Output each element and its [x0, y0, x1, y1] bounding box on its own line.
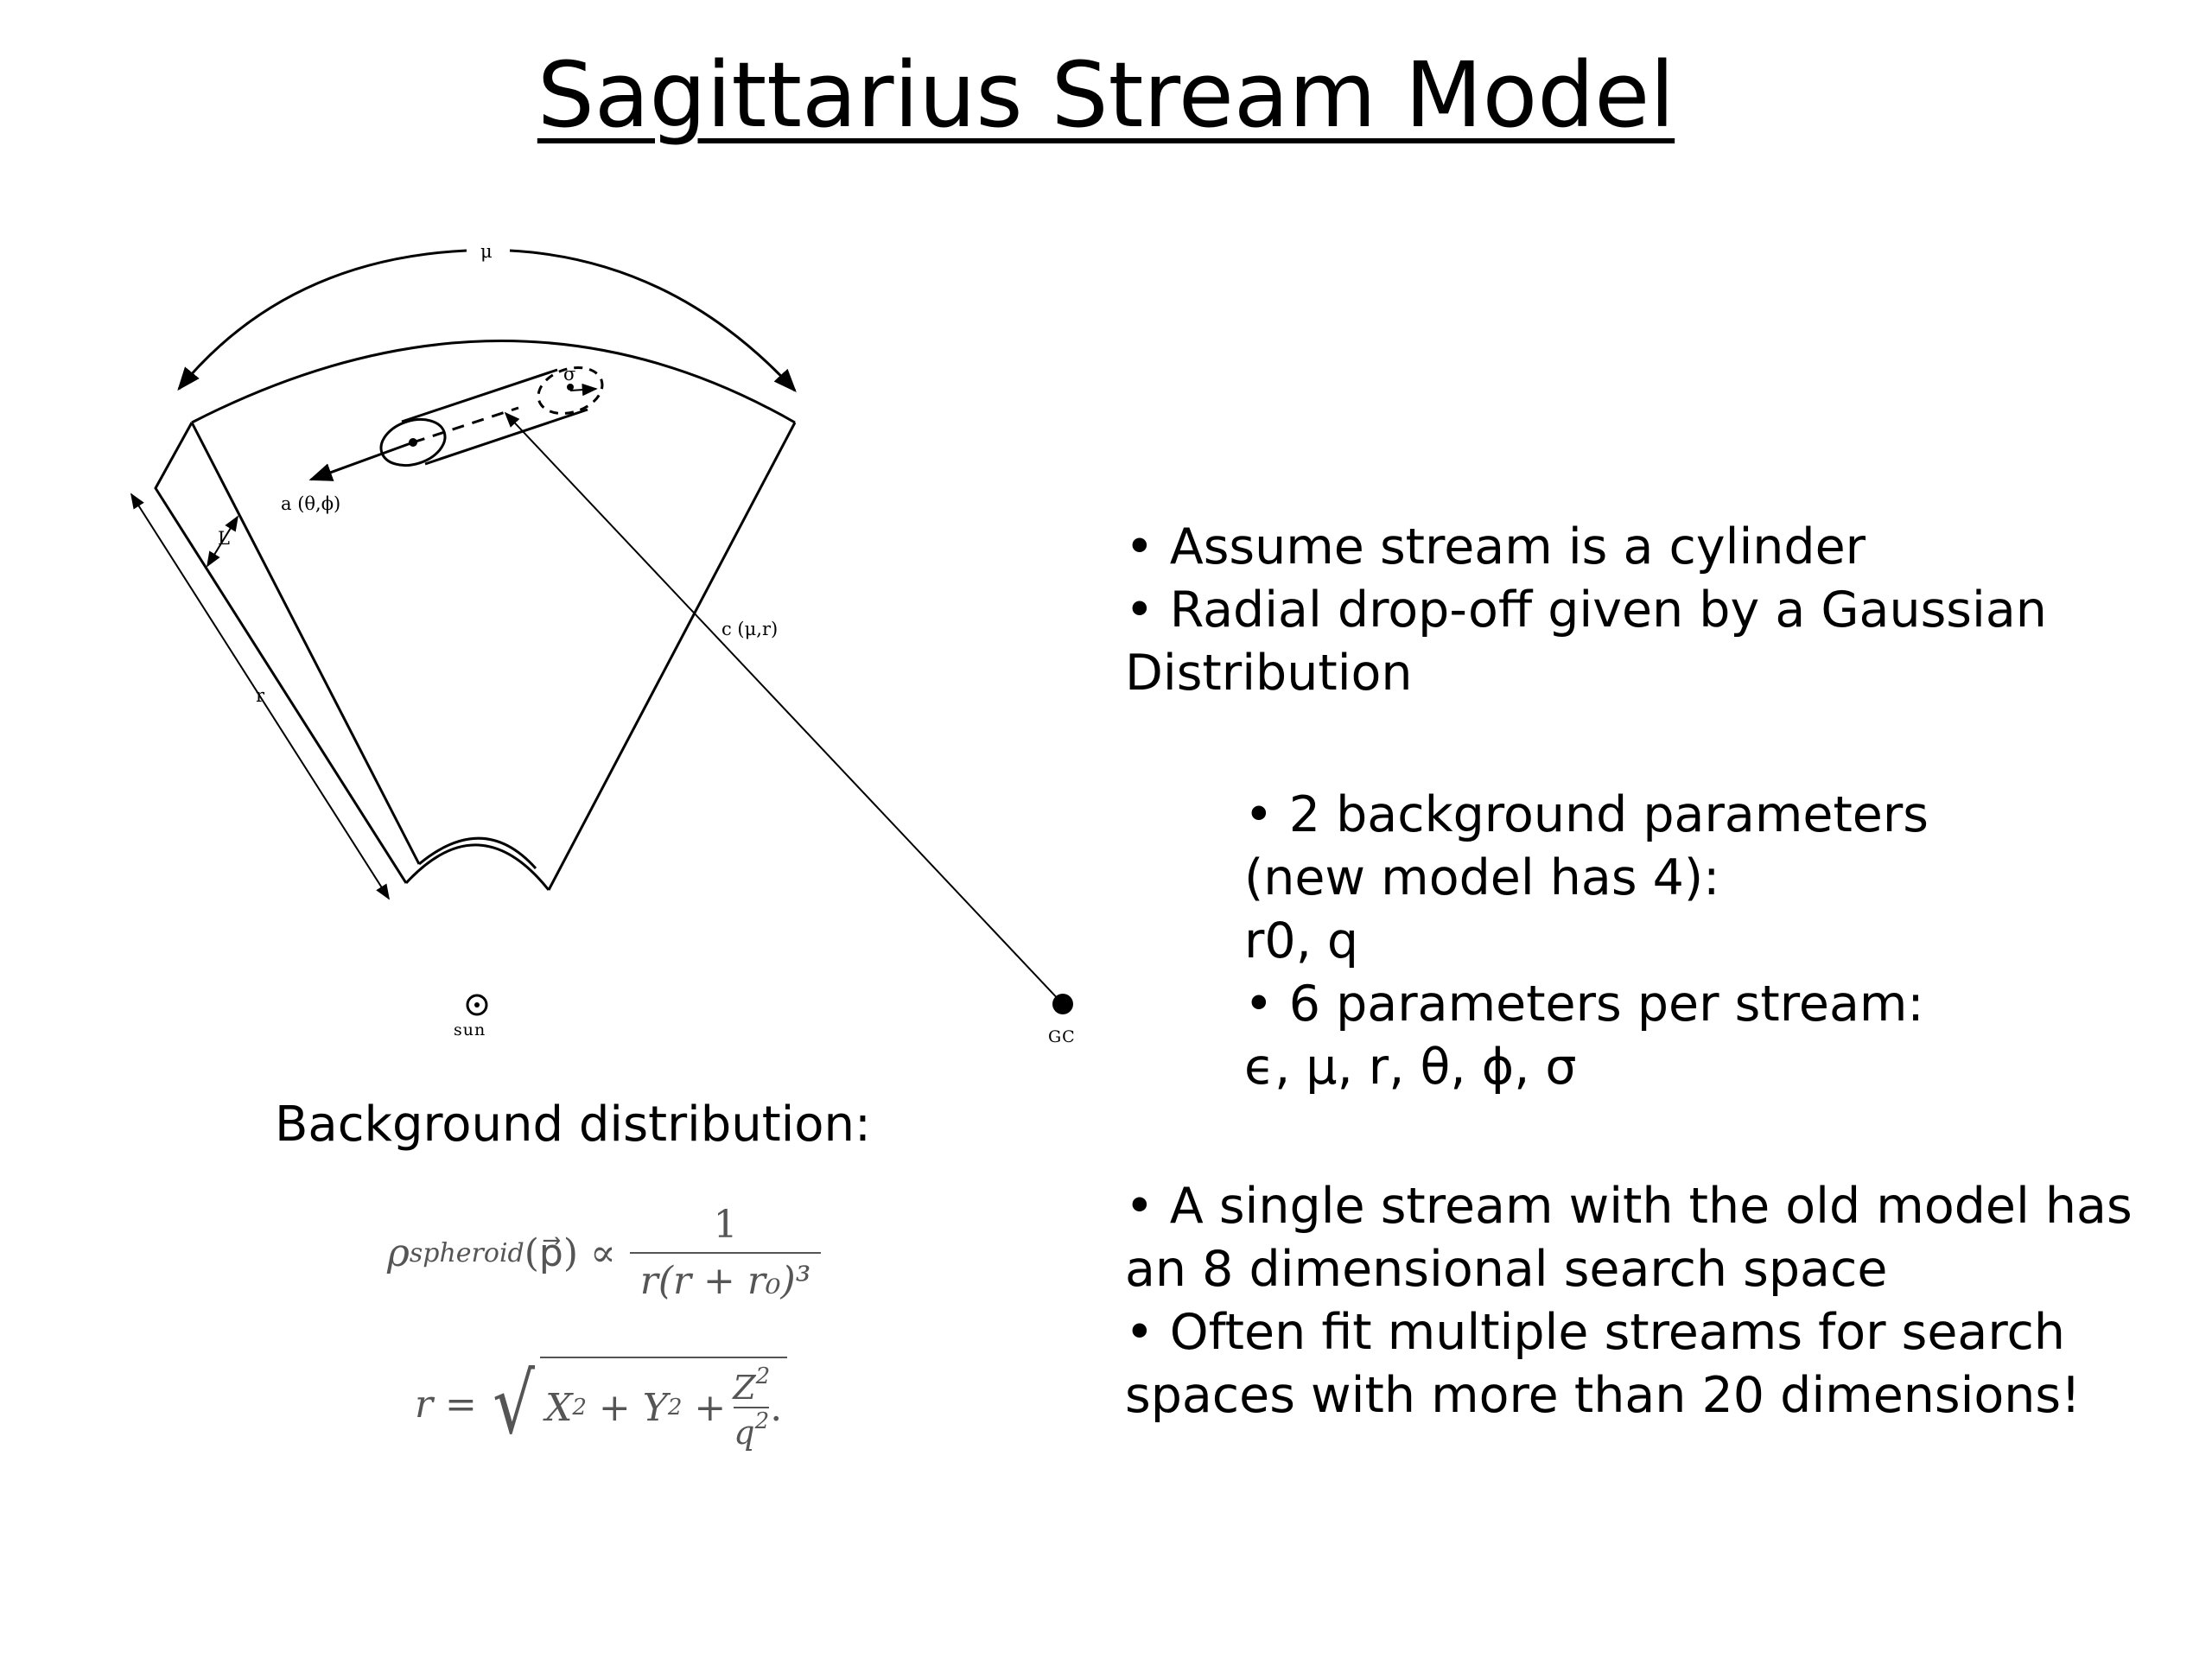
- rho-subscript: spheroid: [409, 1237, 524, 1268]
- a-vector: [311, 442, 413, 480]
- wedge-inner-arc: [406, 845, 549, 890]
- bullets-top: [1125, 516, 2196, 705]
- bullets-bottom: [1125, 1175, 2196, 1427]
- c-label: c (μ,r): [721, 619, 779, 639]
- gc-label: GC: [1048, 1027, 1076, 1046]
- sub-bullet-new-model: (new model has 4):: [1244, 849, 1720, 906]
- cylinder-front-point: [409, 438, 417, 447]
- sub-bullet-background-params: • 2 background parameters: [1244, 786, 1929, 843]
- c-vector: [505, 413, 1063, 1004]
- radicand: X 2 + Y 2 + $\frac{Z^2}{q^2}$ .: [540, 1357, 787, 1452]
- stream-diagram: [0, 0, 1123, 1080]
- bullet-cylinder: • Assume stream is a cylinder: [1125, 518, 1866, 575]
- z-over-q: $\frac{Z^2}{q^2}$: [733, 1363, 771, 1452]
- r-lhs: r =: [415, 1382, 477, 1427]
- density-fraction: [630, 1203, 822, 1303]
- bullet-search-space: • A single stream with the old model has an 8 dimensional search space: [1125, 1178, 2133, 1298]
- sigma-arrow: [570, 389, 596, 391]
- sun-center: [474, 1002, 480, 1007]
- r-label: r: [256, 685, 265, 706]
- sub-bullet-r0-q: r0, q: [1244, 912, 1359, 969]
- cylinder-back-point: [567, 384, 574, 391]
- wedge-left-side: [156, 423, 406, 883]
- wedge-inner-arc-2: [419, 838, 536, 868]
- wedge-right-side: [549, 423, 795, 890]
- mu-arrow-right: [510, 251, 795, 391]
- radius-formula: [415, 1357, 787, 1452]
- a-label: a (θ,ϕ): [281, 493, 341, 514]
- sqrt-expression: [487, 1357, 787, 1452]
- mu-label: μ: [480, 241, 493, 262]
- rho-rest: (p⃗) ∝: [524, 1230, 616, 1275]
- fraction-numerator: 1: [713, 1203, 738, 1247]
- background-heading: Background distribution:: [275, 1096, 871, 1153]
- slide-title: Sagittarius Stream Model: [537, 42, 1675, 148]
- bullet-multiple-streams: • Often fit multiple streams for search spaces with more than 20 dimensions!: [1125, 1304, 2081, 1424]
- radical-sign: √: [493, 1356, 535, 1452]
- wedge-outer-arc: [192, 341, 795, 423]
- spheroid-density-formula: [387, 1203, 821, 1303]
- gc-point: [1052, 994, 1073, 1014]
- l-label: L: [218, 528, 230, 549]
- sigma-label: σ: [563, 364, 576, 385]
- sub-bullet-param-list: ϵ, μ, r, θ, ϕ, σ: [1244, 1039, 1577, 1096]
- rho-symbol: ρ: [387, 1230, 410, 1275]
- fraction-denominator: r(r + r₀)³: [630, 1252, 822, 1303]
- sub-bullet-stream-params: • 6 parameters per stream:: [1244, 976, 1924, 1033]
- sub-bullets: [1244, 784, 2195, 1099]
- bullet-gaussian: • Radial drop-off given by a Gaussian Distribution: [1125, 582, 2047, 702]
- sun-label: sun: [454, 1020, 486, 1039]
